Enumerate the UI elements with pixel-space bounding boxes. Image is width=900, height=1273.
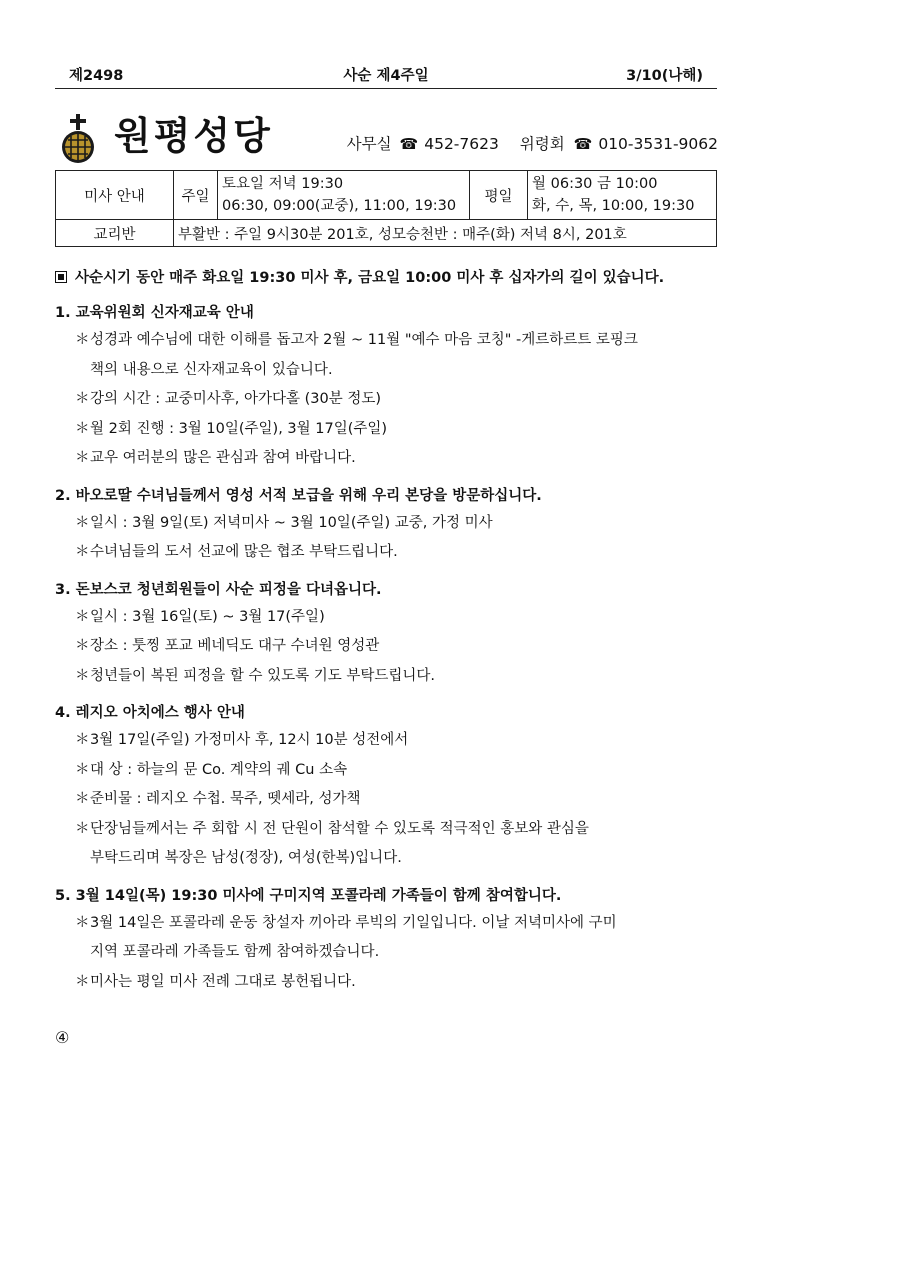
list-item (55, 662, 725, 692)
list-item (55, 444, 725, 474)
bullet-marker: ＊ (75, 732, 90, 748)
item-text: 장소 : 툿찡 포교 베네딕도 대구 수녀원 영성관 (90, 638, 380, 654)
office-phone: 452-7623 (424, 135, 499, 153)
bullet-marker: ＊ (75, 914, 90, 931)
list-item (55, 538, 725, 568)
item-text: 강의 시간 : 교중미사후, 아가다홀 (30분 정도) (90, 391, 382, 407)
page-number: ④ (55, 1028, 70, 1047)
bullet-marker: ＊ (75, 608, 90, 625)
section-title: 5. 3월 14일(목) 19:30 미사에 구미지역 포콜라레 가족들이 함께 참여합니다. (55, 887, 562, 904)
parish-brand (58, 110, 718, 162)
announcement-section (55, 484, 725, 568)
list-item (55, 756, 725, 786)
bullet-marker: ＊ (75, 544, 90, 560)
sunday-times-line2: 06:30, 09:00(교중), 11:00, 19:30 (222, 198, 457, 214)
section-title: 2. 바오로딸 수녀님들께서 영성 서적 보급을 위해 우리 본당을 방문하십니다. (55, 487, 542, 504)
contact-info (344, 132, 718, 154)
bulletin-header (55, 60, 717, 84)
item-text: 준비물 : 레지오 수첩. 묵주, 뗏세라, 성가책 (90, 791, 361, 807)
list-item (55, 415, 725, 445)
liturgical-season: 사순 제4주일 (343, 68, 429, 84)
section-title: 4. 레지오 아치에스 행사 안내 (55, 705, 245, 721)
item-text: 성경과 예수님에 대한 이해를 돕고자 2월 ~ 11월 "예수 마음 코칭" -게르하르트 로핑크 (90, 332, 638, 348)
church-bell-cross-icon (58, 114, 98, 164)
bullet-marker: ＊ (75, 514, 90, 531)
announcement-section (55, 578, 725, 692)
weekday-times-line2: 화, 수, 목, 10:00, 19:30 (532, 198, 695, 214)
lent-notice-text: 사순시기 동안 매주 화요일 19:30 미사 후, 금요일 10:00 미사 후 십자가의 길이 있습니다. (75, 270, 665, 286)
sunday-times-line1: 토요일 저녁 19:30 (222, 176, 344, 192)
item-text: 일시 : 3월 9일(토) 저녁미사 ~ 3월 10일(주일) 교중, 가정 미사 (90, 514, 493, 531)
announcement-sections (55, 301, 725, 997)
item-text-continued: 부탁드리며 복장은 남성(정장), 여성(한복)입니다. (90, 850, 402, 866)
list-item (55, 815, 725, 874)
parish-name: 원평성당 (114, 114, 273, 158)
item-text: 수녀님들의 도서 선교에 많은 협조 부탁드립니다. (90, 544, 398, 560)
lent-notice (55, 265, 725, 291)
bullet-marker: ＊ (75, 391, 90, 407)
catechism-label: 교리반 (56, 220, 174, 247)
list-item (55, 785, 725, 815)
weekday-label: 평일 (470, 171, 528, 220)
issue-number: 제2498 (69, 68, 124, 84)
item-text: 청년들이 복된 피정을 할 수 있도록 기도 부탁드립니다. (90, 667, 436, 684)
list-item (55, 909, 725, 968)
section-title: 3. 돈보스코 청년회원들이 사순 피정을 다녀옵니다. (55, 581, 382, 598)
phone-icon: ☎ (399, 135, 419, 153)
announcement-section (55, 301, 725, 474)
sunday-times (218, 171, 470, 220)
bulletin-body (55, 265, 725, 997)
phone-icon: ☎ (573, 135, 593, 153)
item-text: 3월 17일(주일) 가정미사 후, 12시 10분 성전에서 (90, 732, 409, 748)
bullet-marker: ＊ (75, 761, 90, 778)
bullet-marker: ＊ (75, 667, 90, 684)
mass-label: 미사 안내 (56, 171, 174, 220)
council-phone: 010-3531-9062 (598, 135, 718, 153)
list-item (55, 726, 725, 756)
list-item (55, 385, 725, 415)
bullet-marker: ＊ (75, 332, 90, 348)
weekday-times (528, 171, 717, 220)
item-text-continued: 책의 내용으로 신자재교육이 있습니다. (90, 361, 333, 378)
list-item (55, 968, 725, 998)
item-text: 3월 14일은 포콜라레 운동 창설자 끼아라 루빅의 기일입니다. 이날 저녁미사에 구미 (90, 914, 617, 931)
filled-square-icon (55, 271, 67, 283)
list-item (55, 326, 725, 385)
announcement-section (55, 884, 725, 998)
header-divider (55, 88, 717, 89)
bullet-marker: ＊ (75, 420, 90, 437)
bullet-marker: ＊ (75, 973, 90, 990)
item-text: 일시 : 3월 16일(토) ~ 3월 17(주일) (90, 608, 325, 625)
list-item (55, 603, 725, 633)
catechism-text: 부활반 : 주일 9시30분 201호, 성모승천반 : 매주(화) 저녁 8시, 201호 (174, 220, 717, 247)
council-label: 위령회 (519, 135, 565, 153)
announcement-section (55, 701, 725, 874)
item-text: 대 상 : 하늘의 문 Co. 계약의 궤 Cu 소속 (90, 761, 348, 778)
mass-schedule-table (55, 170, 717, 247)
list-item (55, 509, 725, 539)
bullet-marker: ＊ (75, 791, 90, 807)
bullet-marker: ＊ (75, 450, 90, 466)
item-text: 미사는 평일 미사 전례 그대로 봉헌됩니다. (90, 973, 356, 990)
bullet-marker: ＊ (75, 820, 90, 837)
section-title: 1. 교육위원회 신자재교육 안내 (55, 305, 254, 321)
item-text: 월 2회 진행 : 3월 10일(주일), 3월 17일(주일) (90, 420, 388, 437)
item-text: 교우 여러분의 많은 관심과 참여 바랍니다. (90, 450, 356, 466)
item-text: 단장님들께서는 주 회합 시 전 단원이 참석할 수 있도록 적극적인 홍보와 관심을 (90, 820, 589, 837)
sunday-label: 주일 (174, 171, 218, 220)
item-text-continued: 지역 포콜라레 가족들도 함께 참여하겠습니다. (90, 944, 380, 960)
weekday-times-line1: 월 06:30 금 10:00 (532, 176, 658, 192)
list-item (55, 632, 725, 662)
bulletin-date: 3/10(나해) (626, 68, 703, 84)
office-label: 사무실 (346, 135, 392, 153)
bullet-marker: ＊ (75, 638, 90, 654)
